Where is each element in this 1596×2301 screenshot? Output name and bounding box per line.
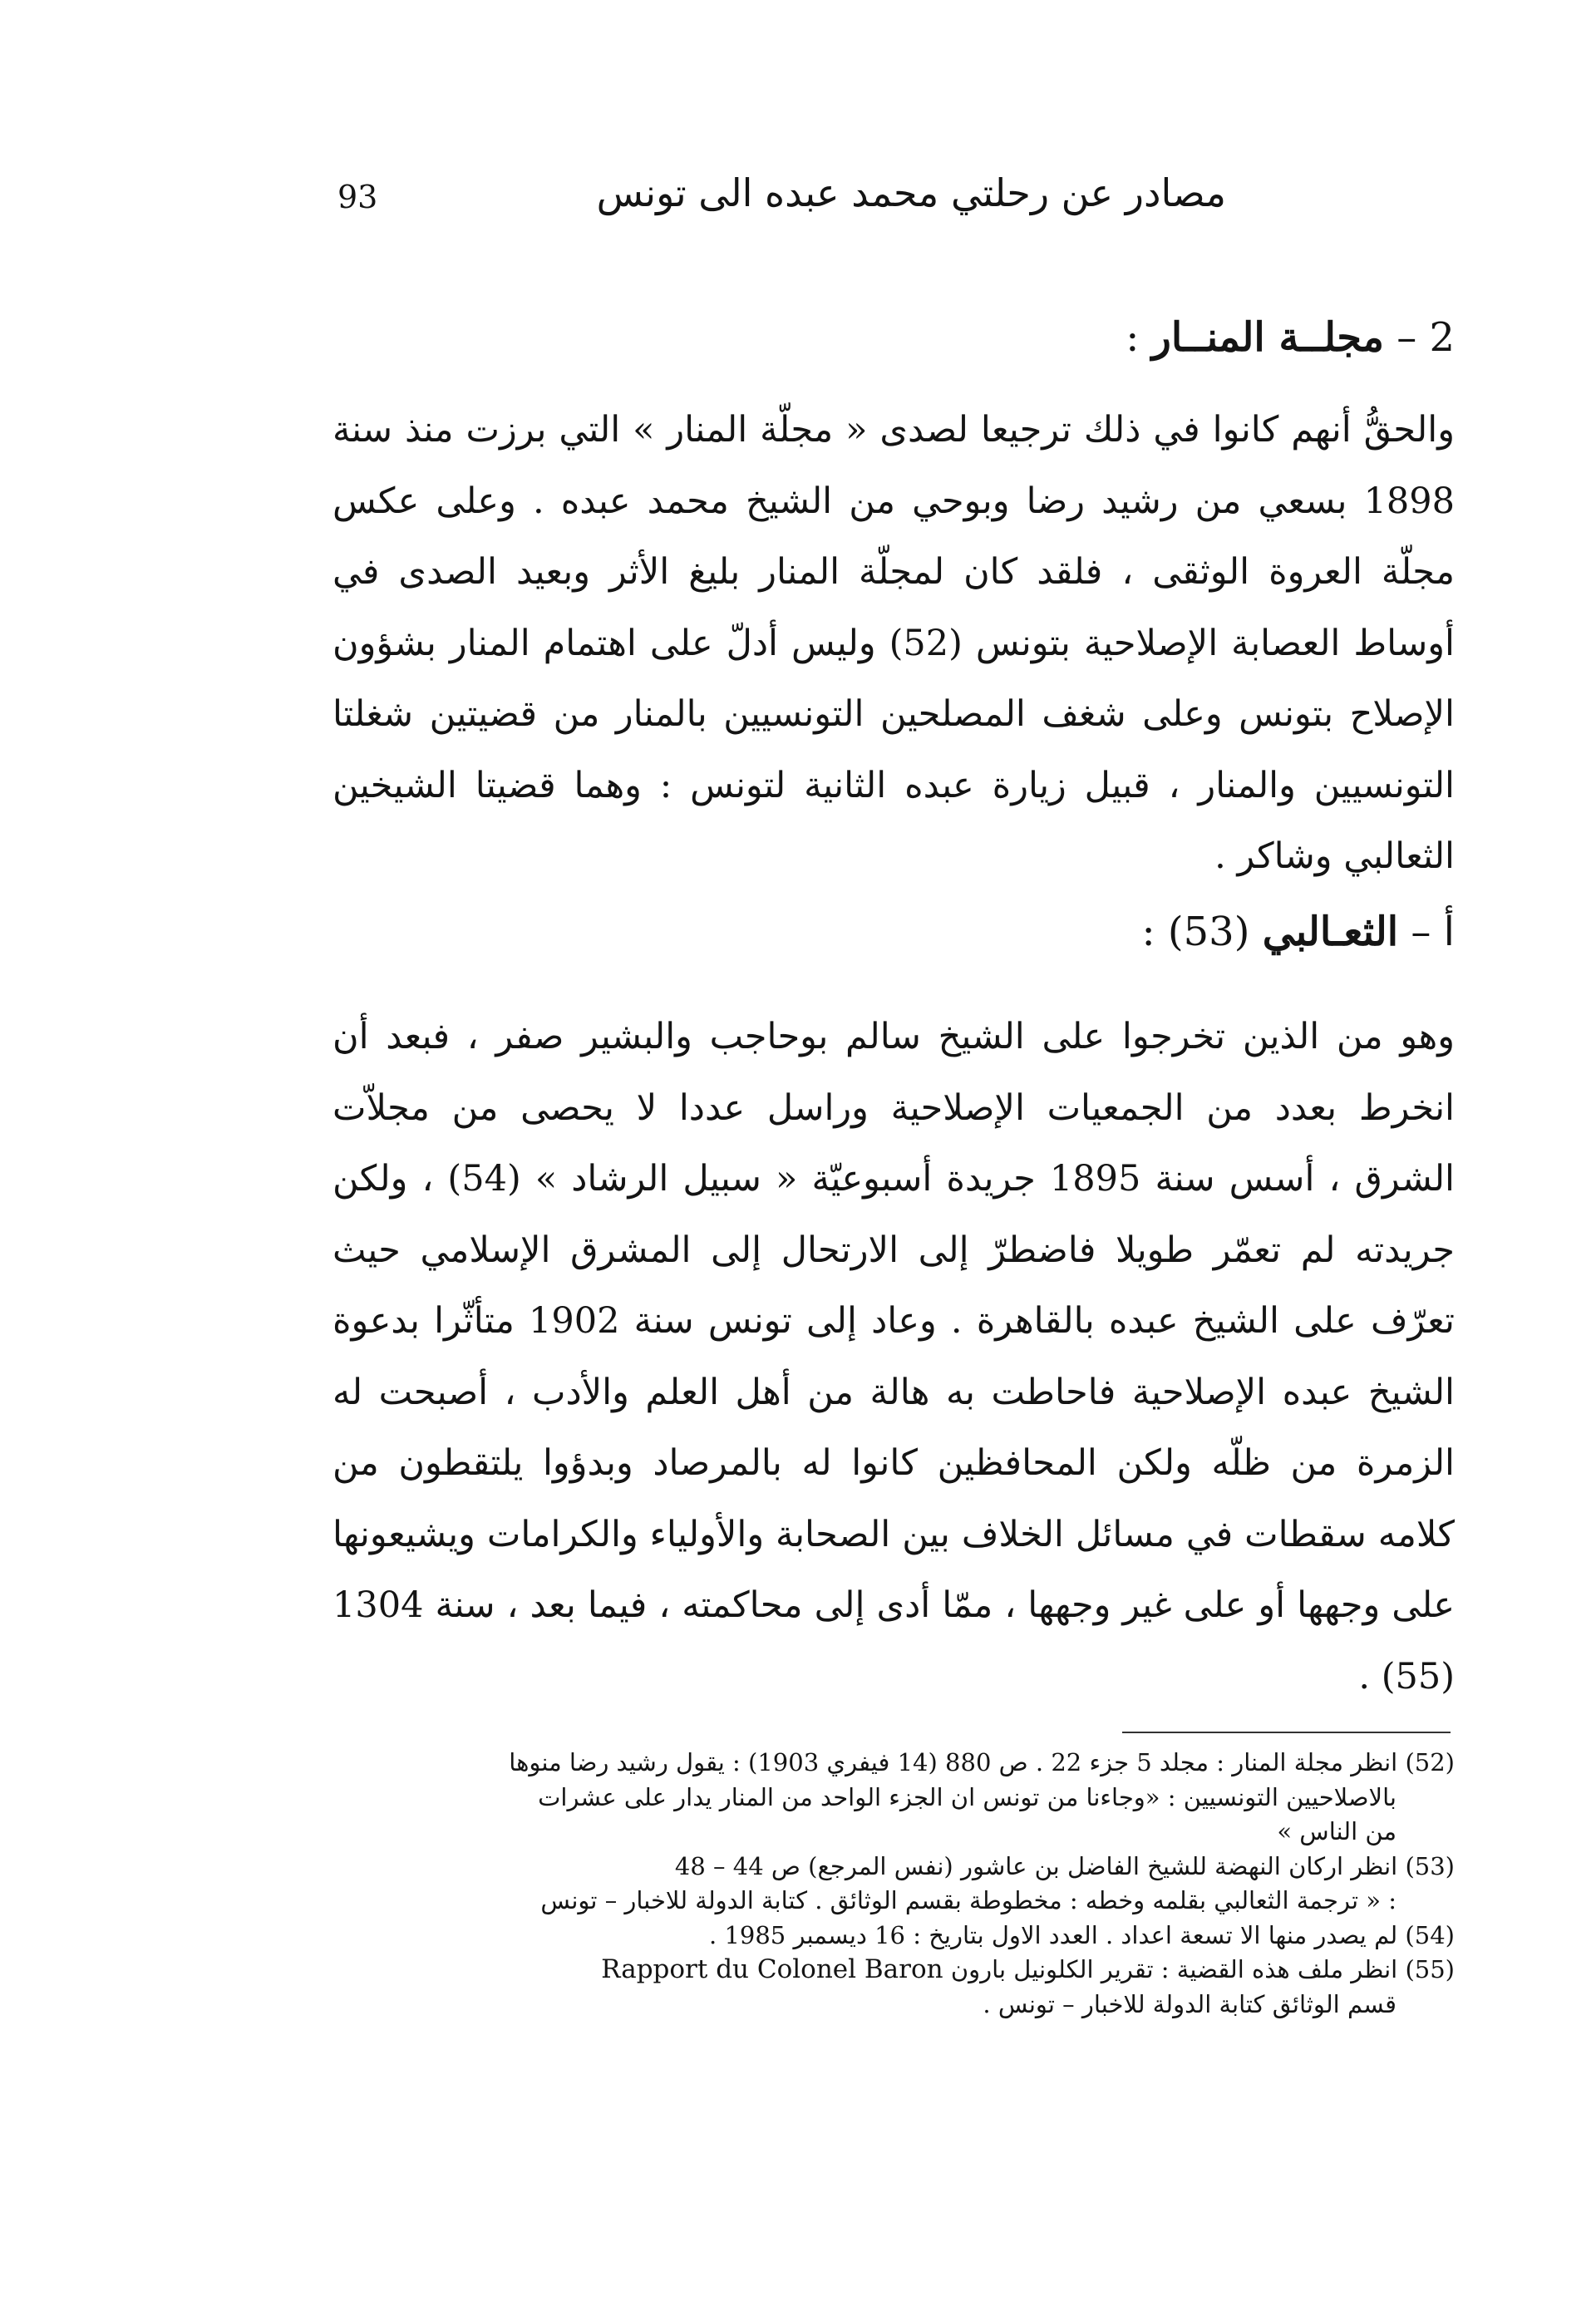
section-dash: –: [1396, 314, 1417, 361]
footnote-55-line-2: قسم الوثائق كتابة الدولة للاخبار – تونس .: [983, 1989, 1396, 2018]
footnote-53-line-2: : « ترجمة الثعالبي بقلمه وخطه : مخطوطة بقسم الوثائق . كتابة الدولة للاخبار – تونس: [540, 1886, 1396, 1914]
footnote-52-line-2: بالاصلاحيين التونسيين : «وجاءنا من تونس ان الجزء الواحد من المنار يدار على عشرات: [538, 1782, 1396, 1811]
footnote-52-line-3: من الناس »: [1277, 1817, 1396, 1845]
subsection-note: (53): [1167, 909, 1250, 955]
footnote-55-arabic: (55) انظر ملف هذه القضية : تقرير الكلونيل بارون: [950, 1955, 1455, 1983]
subsection-dash: –: [1411, 909, 1431, 955]
footnote-separator: [1122, 1732, 1451, 1733]
section-colon: :: [1126, 314, 1140, 361]
subsection-title: الثعـالبي: [1262, 909, 1399, 955]
subsection-colon: :: [1141, 909, 1155, 955]
footnote-54-line-1: (54) لم يصدر منها الا تسعة اعداد . العدد الاول بتاريخ : 16 ديسمبر 1985 .: [709, 1920, 1455, 1949]
footnote-53-line-1: (53) انظر اركان النهضة للشيخ الفاضل بن عاشور (نفس المرجع) ص 44 – 48: [674, 1851, 1455, 1880]
subsection-heading: [1141, 909, 1455, 955]
section-title: مجلــة المنــار: [1151, 314, 1384, 361]
footnotes: [332, 1746, 1455, 2022]
page-header: [332, 170, 1226, 245]
footnote-55-latin: Rapport du Colonel Baron: [601, 1954, 943, 1984]
section-number: 2: [1429, 314, 1455, 361]
running-title: مصادر عن رحلتي محمد عبده الى تونس: [596, 170, 1226, 215]
footnote-52-line-1: (52) انظر مجلة المنار : مجلد 5 جزء 22 . ص 880 (14 فيفري 1903) : يقول رشيد رضا منوها: [509, 1748, 1455, 1776]
section-heading: [1126, 314, 1455, 361]
paragraph-thaalbi: وهو من الذين تخرجوا على الشيخ سالم بوحاجب والبشير صفر ، فبعد أن انخرط بعدد من الجمعيات الإصلاحية وراسل عددا لا يحصى من مجلاّت الشرق ، أسس سنة 1895 جريدة أسبوعيّة « سبيل الرشاد » (54) ، ولكن جريدته لم تعمّر طويلا فاضطرّ إلى الارتحال إلى المشرق الإسلامي حيث تعرّف على الشيخ عبده بالقاهرة . وعاد إلى تونس سنة 1902 متأثّرا بدعوة الشيخ عبده الإصلاحية فاحاطت به هالة من أهل العلم والأدب ، أصبحت له الزمرة من ظلّه ولكن المحافظين كانوا له بالمرصاد وبدؤوا يلتقطون من كلامه سقطات في مسائل الخلاف بين الصحابة والأولياء والكرامات ويشيعونها على وجهها أو على غير وجهها ، ممّا أدى إلى محاكمته ، فيما بعد ، سنة 1304 (55) .: [332, 1016, 1455, 1697]
footnote-55-line-1: [332, 1953, 1455, 1988]
subsection-letter: أ: [1443, 909, 1455, 955]
page-number: 93: [337, 179, 378, 215]
paragraph-almanar: والحقُّ أنهم كانوا في ذلك ترجيعا لصدى « مجلّة المنار » التي برزت منذ سنة 1898 بسعي من رشيد رضا وبوحي من الشيخ محمد عبده . وعلى عكس مجلّة العروة الوثقى ، فلقد كان لمجلّة المنار بليغ الأثر وبعيد الصدى في أوساط العصابة الإصلاحية بتونس (52) وليس أدلّ على اهتمام المنار بشؤون الإصلاح بتونس وعلى شغف المصلحين التونسيين بالمنار من قضيتين شغلتا التونسيين والمنار ، قبيل زيارة عبده الثانية لتونس : وهما قضيتا الشيخين الثعالبي وشاكر .: [332, 409, 1455, 877]
